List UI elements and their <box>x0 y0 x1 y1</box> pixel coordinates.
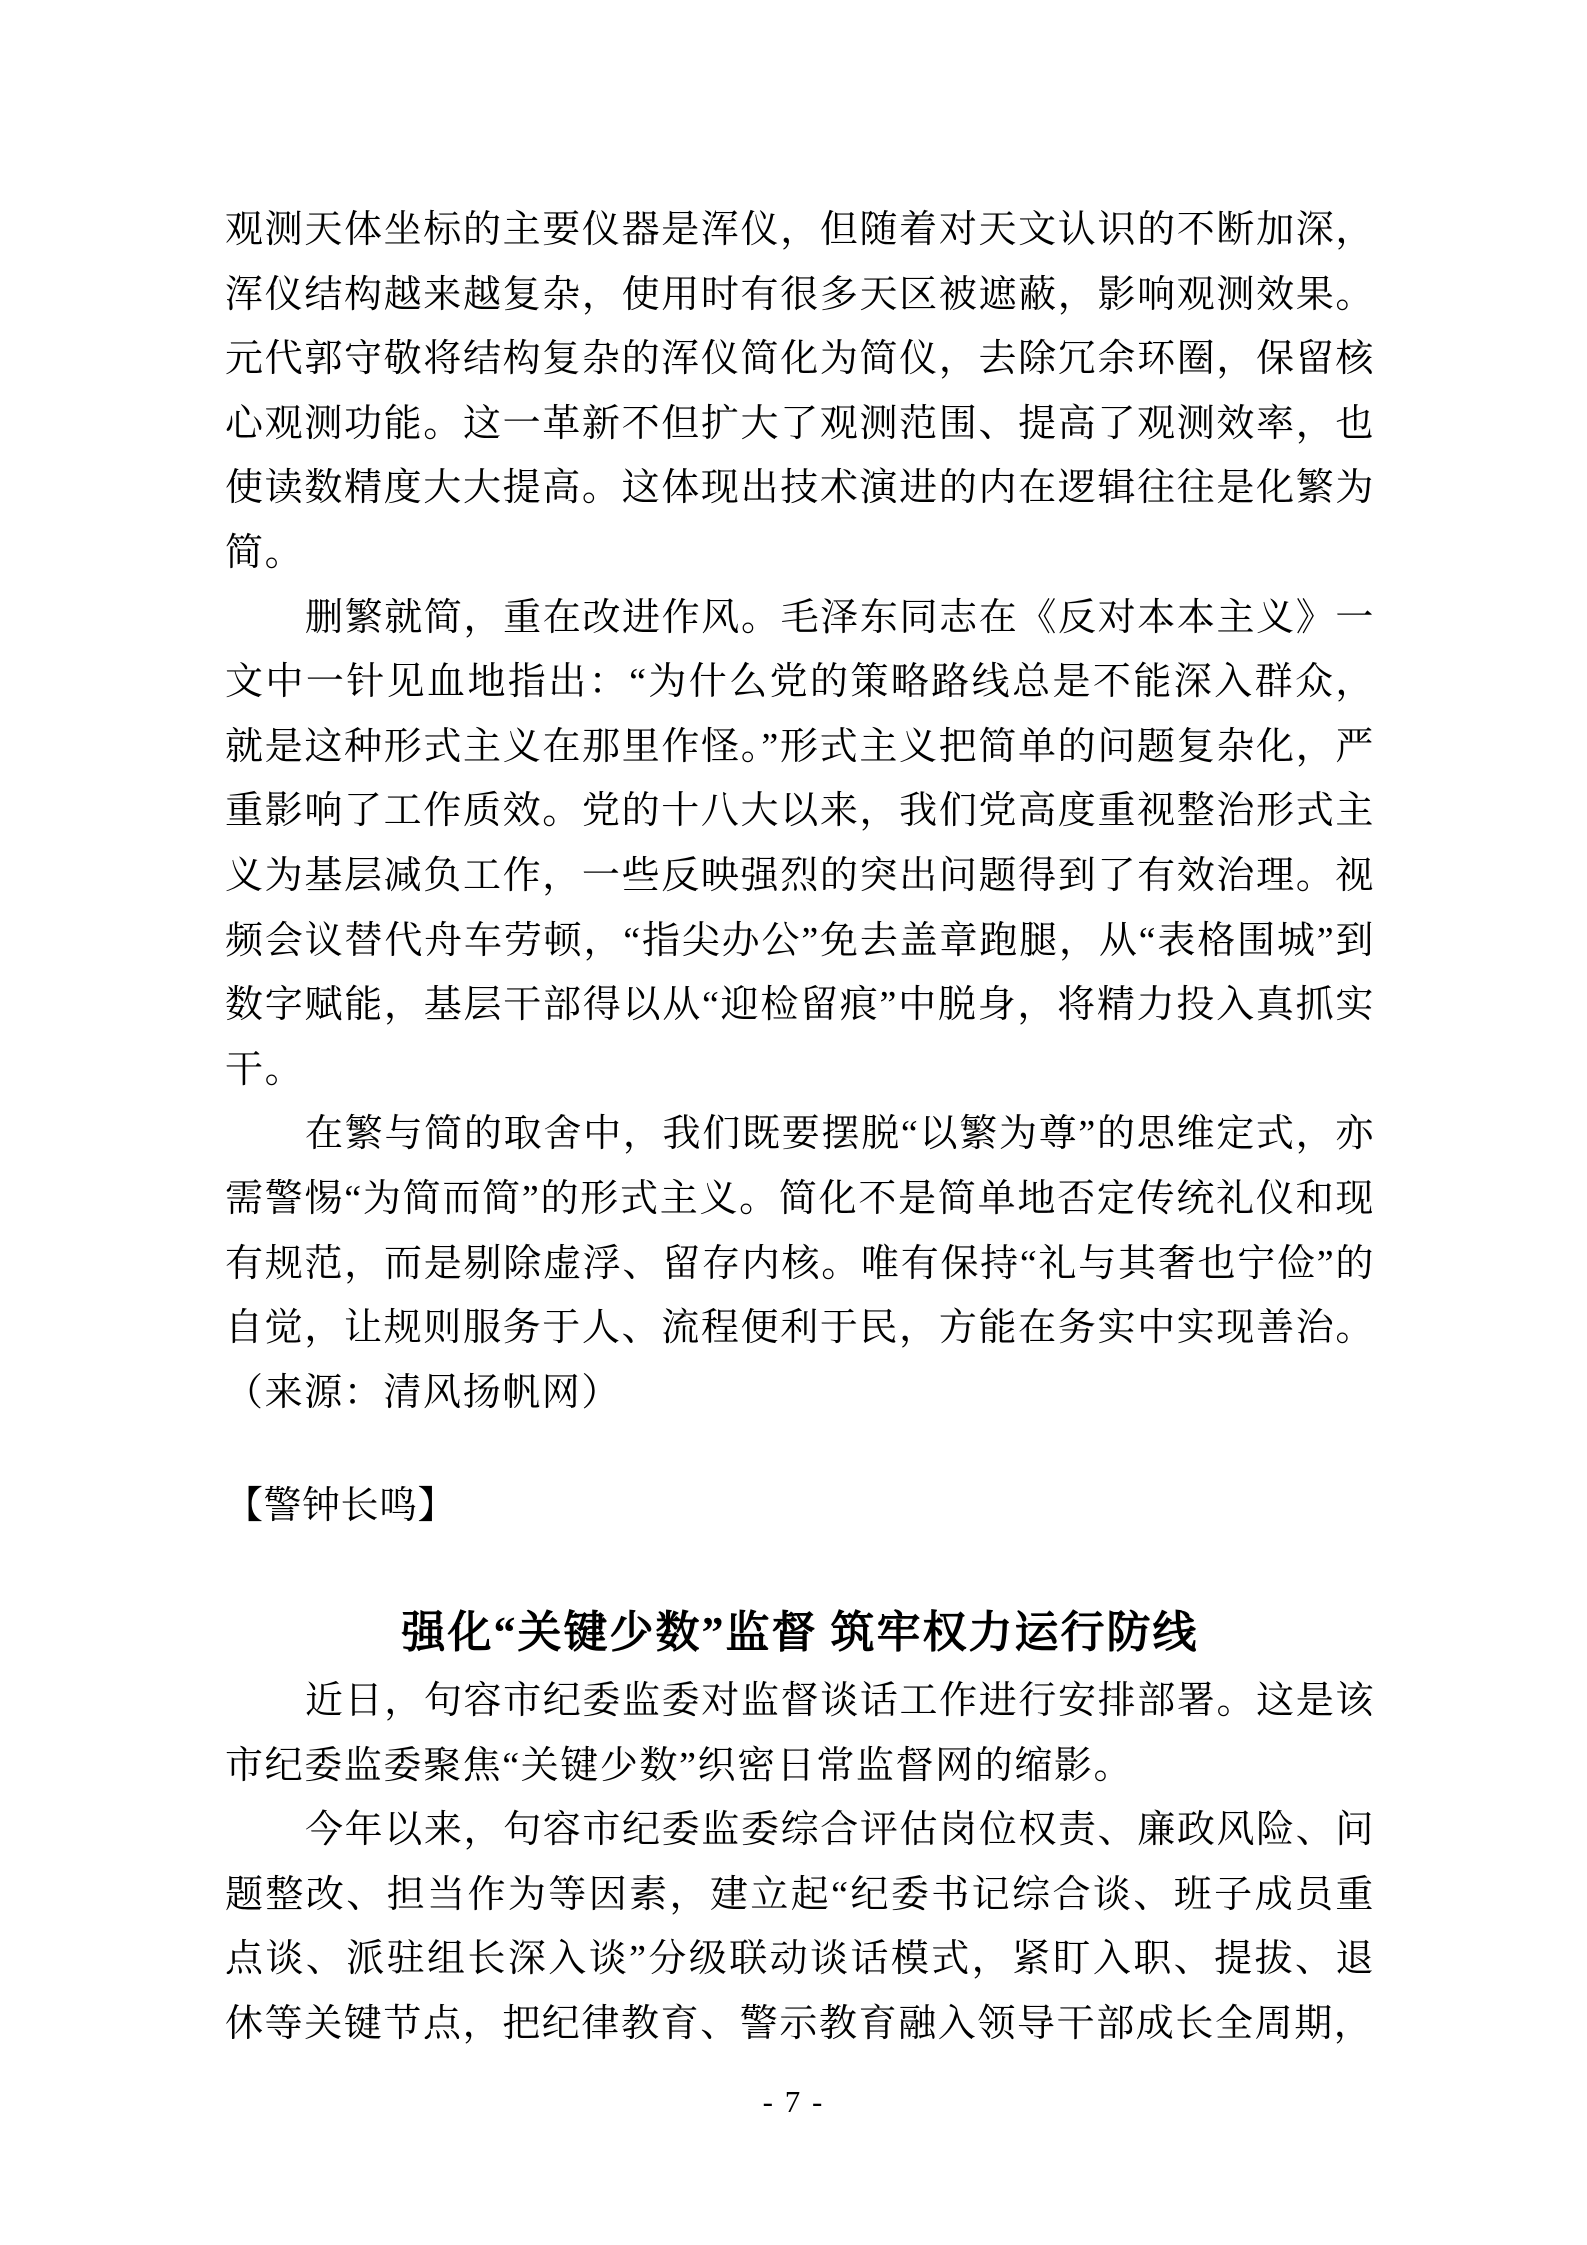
paragraph: 近日，句容市纪委监委对监督谈话工作进行安排部署。这是该市纪委监委聚焦“关键少数”织密日常监督网的缩影。 <box>225 1680 1375 1787</box>
section-header: 【警钟长鸣】 <box>225 1485 457 1527</box>
body-text-block-top <box>225 198 1375 1425</box>
paragraph: 在繁与简的取舍中，我们既要摆脱“以繁为尊”的思维定式，亦需警惕“为简而简”的形式主义。简化不是简单地否定传统礼仪和现有规范，而是剔除虚浮、留存内核。唯有保持“礼与其奢也宁俭”的自觉，让规则服务于人、流程便利于民，方能在务实中实现善治。（来源：清风扬帆网） <box>225 1113 1375 1414</box>
page-number: - 7 - <box>762 2084 825 2119</box>
paragraph: 今年以来，句容市纪委监委综合评估岗位权责、廉政风险、问题整改、担当作为等因素，建立起“纪委书记综合谈、班子成员重点谈、派驻组长深入谈”分级联动谈话模式，紧盯入职、提拔、退休等关键节点，把纪律教育、警示教育融入领导干部成长全周期， <box>225 1809 1375 2045</box>
paragraph: 删繁就简，重在改进作风。毛泽东同志在《反对本本主义》一文中一针见血地指出：“为什么党的策略路线总是不能深入群众，就是这种形式主义在那里作怪。”形式主义把简单的问题复杂化，严重影响了工作质效。党的十八大以来，我们党高度重视整治形式主义为基层减负工作，一些反映强烈的突出问题得到了有效治理。视频会议替代舟车劳顿，“指尖办公”免去盖章跑腿，从“表格围城”到数字赋能，基层干部得以从“迎检留痕”中脱身，将精力投入真抓实干。 <box>225 596 1375 1091</box>
body-text-block-bottom <box>225 1669 1375 2057</box>
paragraph-continuation: 观测天体坐标的主要仪器是浑仪，但随着对天文认识的不断加深，浑仪结构越来越复杂，使用时有很多天区被遮蔽，影响观测效果。元代郭守敬将结构复杂的浑仪简化为简仪，去除冗余环圈，保留核心观测功能。这一革新不但扩大了观测范围、提高了观测效率，也使读数精度大大提高。这体现出技术演进的内在逻辑往往是化繁为简。 <box>225 209 1375 574</box>
article-title: 强化“关键少数”监督 筑牢权力运行防线 <box>401 1608 1199 1657</box>
